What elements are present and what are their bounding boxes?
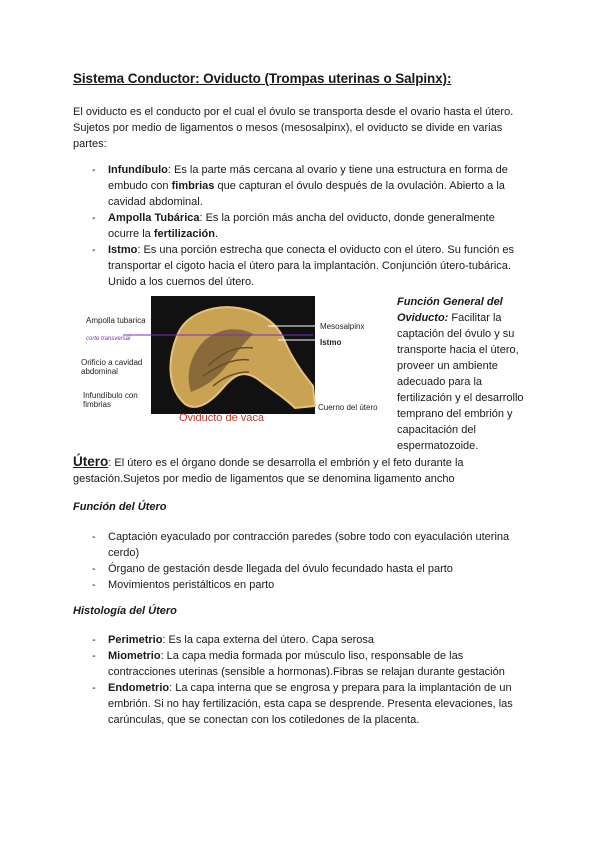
list-item: - Captación eyaculado por contracción paredes (sobre todo con eyaculación uterina cerdo) xyxy=(92,529,522,561)
term-endometrio: Endometrio xyxy=(108,682,170,694)
label-istmo: Istmo xyxy=(320,338,342,347)
intro-paragraph: El oviducto es el conducto por el cual el óvulo se transporta desde el ovario hasta el útero. Sujetos por medio de ligamentos o mesos (mesosalpinx), el oviducto se divide en varias partes: xyxy=(73,106,514,150)
text: : Es la porción más ancha del oviducto, donde generalmente ocurre la xyxy=(108,212,495,240)
term-fertilizacion: fertilización xyxy=(153,228,215,240)
label-infundibulo: Infundíbulo con fimbrias xyxy=(83,391,138,409)
utero-heading: Útero xyxy=(73,454,109,469)
oviduct-function-box xyxy=(397,294,527,454)
page-title: Sistema Conductor: Oviducto (Trompas uterinas o Salpinx): xyxy=(73,71,452,86)
list-item: - Órgano de gestación desde llegada del óvulo fecundado hasta el parto xyxy=(92,561,522,577)
oviduct-function-text: Facilitar la captación del óvulo y su transporte hacia el útero, proveer un ambiente adecuado para la fertilización y el desarrollo temprano del embrión y capacitación del espermatozoide. xyxy=(397,312,524,452)
funcion-utero-list xyxy=(92,529,522,593)
histologia-list xyxy=(92,632,522,728)
list-item xyxy=(92,632,522,648)
utero-paragraph xyxy=(73,454,533,487)
term-infundibulo: Infundíbulo xyxy=(108,164,168,176)
list-item xyxy=(92,680,522,728)
term-ampolla: Ampolla Tubárica xyxy=(108,212,200,224)
text: . xyxy=(214,228,219,240)
term-miometrio: Miometrio xyxy=(108,650,161,662)
list-item xyxy=(92,242,522,290)
funcion-utero-heading: Función del Útero xyxy=(73,501,167,513)
list-item xyxy=(92,210,522,242)
histologia-heading: Histología del Útero xyxy=(73,605,177,617)
text: : La capa media formada por músculo liso, responsable de las contracciones uterinas (sensible a hormonas).Fibras se relajan durante gestación xyxy=(108,650,505,678)
term-perimetrio: Perimetrio xyxy=(108,634,163,646)
text: : Es la capa externa del útero. Capa serosa xyxy=(162,634,374,646)
figure-caption: Oviducto de vaca xyxy=(179,412,264,424)
term-fimbrias: fimbrias xyxy=(171,180,215,192)
term-istmo: Istmo xyxy=(108,244,138,256)
oviduct-figure xyxy=(73,296,395,426)
text: : Es una porción estrecha que conecta el oviducto con el útero. Su función es transportar el cigoto hacia el útero para la implantación. Conjunción útero-tubárica. Unido a los cuernos del útero. xyxy=(108,244,515,288)
oviduct-parts-list xyxy=(92,162,522,290)
label-orificio: Orificio a cavidad abdominal xyxy=(81,358,143,376)
list-item: - Movimientos peristálticos en parto xyxy=(92,577,522,593)
list-item xyxy=(92,648,522,680)
label-corte: corte transversal xyxy=(86,336,131,342)
label-ampolla: Ampolla tubarica xyxy=(86,316,146,325)
text: : La capa interna que se engrosa y prepara para la implantación de un embrión. Si no hay fertilización, esta capa se desprende. Presenta elevaciones, las carúnculas, que se conectan con los cotiledones de la placenta. xyxy=(108,682,513,726)
text: que capturan el óvulo después de la ovulación. Abierto a la cavidad abdominal. xyxy=(108,180,505,208)
text: : Es la parte más cercana al ovario y tiene una estructura en forma de embudo con xyxy=(108,164,508,192)
label-mesosalpinx: Mesosalpinx xyxy=(320,322,365,331)
list-item xyxy=(92,162,522,210)
utero-text: : El útero es el órgano donde se desarrolla el embrión y el feto durante la gestación.Sujetos por medio de ligamentos que se denomina ligamento ancho xyxy=(73,457,464,485)
label-cuerno: Cuerno del útero xyxy=(318,403,378,412)
oviduct-function-heading: Función General del Oviducto: xyxy=(397,296,503,324)
